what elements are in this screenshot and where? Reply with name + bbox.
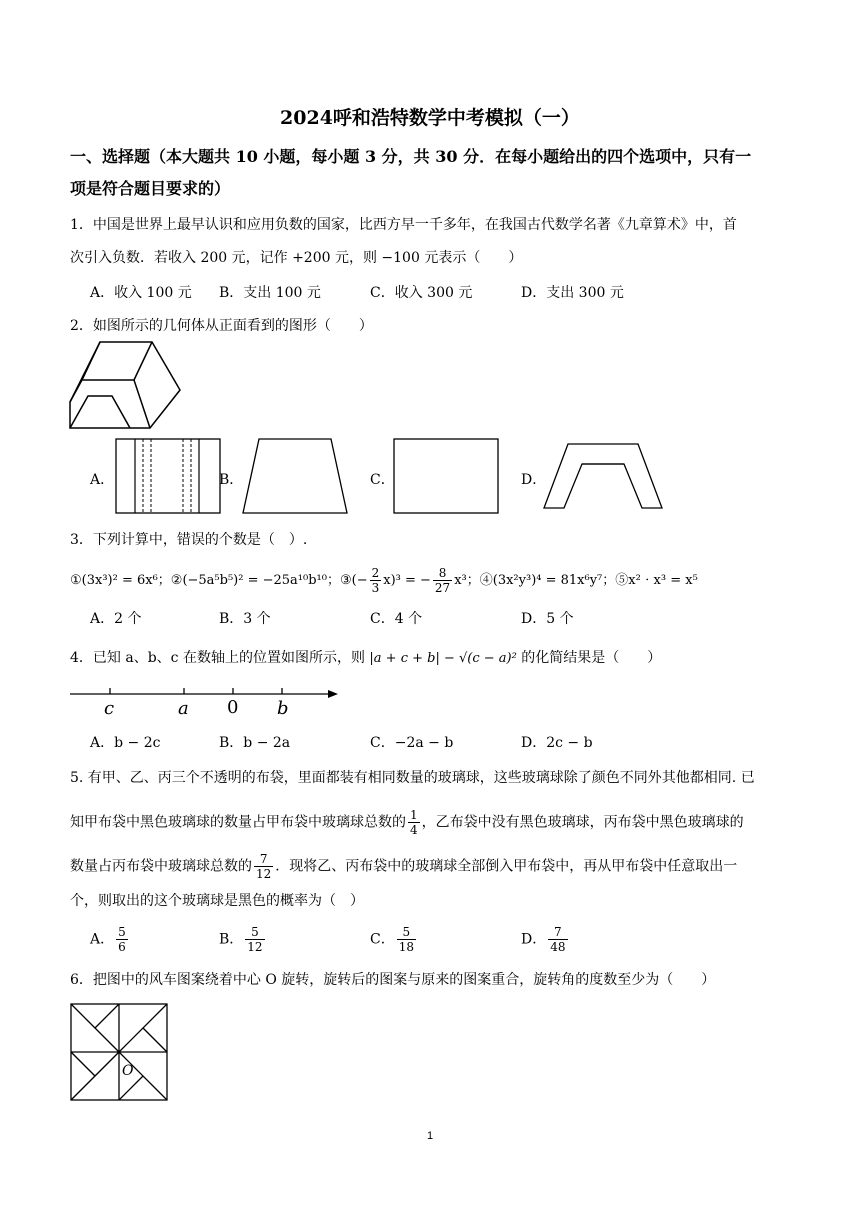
- q4-option-b: B．b − 2a: [219, 735, 291, 751]
- q1-option-a: A．收入 100 元: [90, 285, 192, 301]
- q6-stem: 6．把图中的风车图案绕着中心 O 旋转，旋转后的图案与原来的图案重合，旋转角的度数至少为（ ）: [70, 972, 716, 988]
- q4-option-d: D．2c − b: [521, 735, 593, 751]
- q1-stem-cont: 次引入负数．若收入 200 元，记作 +200 元，则 −100 元表示（ ）: [70, 250, 523, 266]
- q3-option-a: A．2 个: [90, 611, 142, 627]
- q4-axis-label-c: c: [104, 698, 115, 719]
- q3-option-c: C．4 个: [370, 611, 423, 627]
- q3-frac-8-27: $\frac{8}{27}$: [434, 566, 451, 595]
- q3-frac-2-3: $\frac{2}{3}$: [371, 566, 380, 595]
- q5-stem-2: 知甲布袋中黑色玻璃球的数量占甲布袋中玻璃球总数的 $\frac{1}{4}$ ，乙布袋中没有黑色玻璃球，丙布袋中黑色玻璃球的: [70, 808, 744, 837]
- q5-stem: 5. 有甲、乙、丙三个不透明的布袋，里面都装有相同数量的玻璃球，这些玻璃球除了颜色不同外其他都相同. 已: [70, 770, 755, 786]
- q3-expr-5: ⑤x² ⋅ x³ = x⁵: [615, 573, 698, 588]
- q4-option-c: C．−2a − b: [370, 735, 454, 751]
- q6-center-label: O: [122, 1063, 134, 1079]
- q2-option-a-figure: [115, 438, 221, 514]
- q2-solid-figure: [68, 340, 183, 435]
- q4-expression: |a + c + b| − √(c − a)²: [369, 651, 517, 666]
- q5-frac-1-4: $\frac{1}{4}$: [410, 808, 418, 837]
- q2-label-b: B．: [219, 472, 244, 488]
- q2-stem: 2．如图所示的几何体从正面看到的图形（ ）: [70, 318, 373, 334]
- q3-stem: 3．下列计算中，错误的个数是（ ）.: [70, 532, 308, 548]
- q2-label-d: D．: [521, 472, 547, 488]
- q2-option-b-figure: [241, 438, 349, 514]
- q1-option-d: D．支出 300 元: [521, 285, 624, 301]
- section-heading-cont: 项是符合题目要求的）: [70, 179, 231, 198]
- q3-expr-1: ①(3x³)² = 6x⁶；: [70, 573, 171, 588]
- q4-stem-b: 的化简结果是（ ）: [521, 650, 662, 666]
- page-title: 2024呼和浩特数学中考模拟（一）: [280, 107, 580, 129]
- q4-stem: [70, 648, 800, 669]
- q1-option-c: C．收入 300 元: [370, 285, 473, 301]
- q2-label-c: C．: [370, 472, 395, 488]
- q5-stem-4: 个，则取出的这个玻璃球是黑色的概率为（ ）: [70, 893, 364, 909]
- q4-axis-label-b: b: [277, 698, 289, 719]
- q4-option-a: A．b − 2c: [90, 735, 161, 751]
- q2-option-d-figure: [542, 442, 664, 510]
- q5-stem-3: 数量占丙布袋中玻璃球总数的 $\frac{7}{12}$ ．现将乙、丙布袋中的玻璃球全部倒入甲布袋中，再从甲布袋中任意取出一: [70, 852, 738, 881]
- q3-expressions: [70, 566, 698, 595]
- q3-expr-2: ②(−5a⁵b⁵)² = −25a¹⁰b¹⁰；: [170, 573, 340, 588]
- q3-option-b: B．3 个: [219, 611, 271, 627]
- q5-option-d: D． $\frac{7}{48}$: [521, 925, 566, 954]
- q4-axis-label-0: 0: [227, 697, 239, 718]
- q3-expr-3a: ③(−: [339, 573, 368, 588]
- q4-axis-label-a: a: [178, 698, 189, 719]
- q5-option-b: B． $\frac{5}{12}$: [219, 925, 263, 954]
- page-number: 1: [426, 1130, 434, 1142]
- section-heading: 一、选择题（本大题共 10 小题，每小题 3 分，共 30 分．在每小题给出的四个选项中，只有一: [70, 147, 752, 166]
- q3-option-d: D．5 个: [521, 611, 574, 627]
- q3-expr-4: ④(3x²y³)⁴ = 81x⁶y⁷；: [479, 573, 616, 588]
- q1-option-b: B．支出 100 元: [219, 285, 321, 301]
- q2-option-c-figure: [393, 438, 499, 514]
- q5-option-a: A． $\frac{5}{6}$: [90, 925, 126, 954]
- q5-frac-7-12: $\frac{7}{12}$: [256, 852, 272, 881]
- q1-stem: 1．中国是世界上最早认识和应用负数的国家，比西方早一千多年，在我国古代数学名著《九章算术》中，首: [70, 217, 737, 233]
- q6-pinwheel-figure: [70, 1003, 168, 1101]
- q3-expr-3b: x)³ = −: [383, 573, 431, 588]
- q3-expr-3c: x³；: [454, 573, 480, 588]
- q5-option-c: C． $\frac{5}{18}$: [370, 925, 414, 954]
- q2-label-a: A．: [90, 472, 115, 488]
- q4-stem-a: 4．已知 a、b、c 在数轴上的位置如图所示，则: [70, 650, 365, 666]
